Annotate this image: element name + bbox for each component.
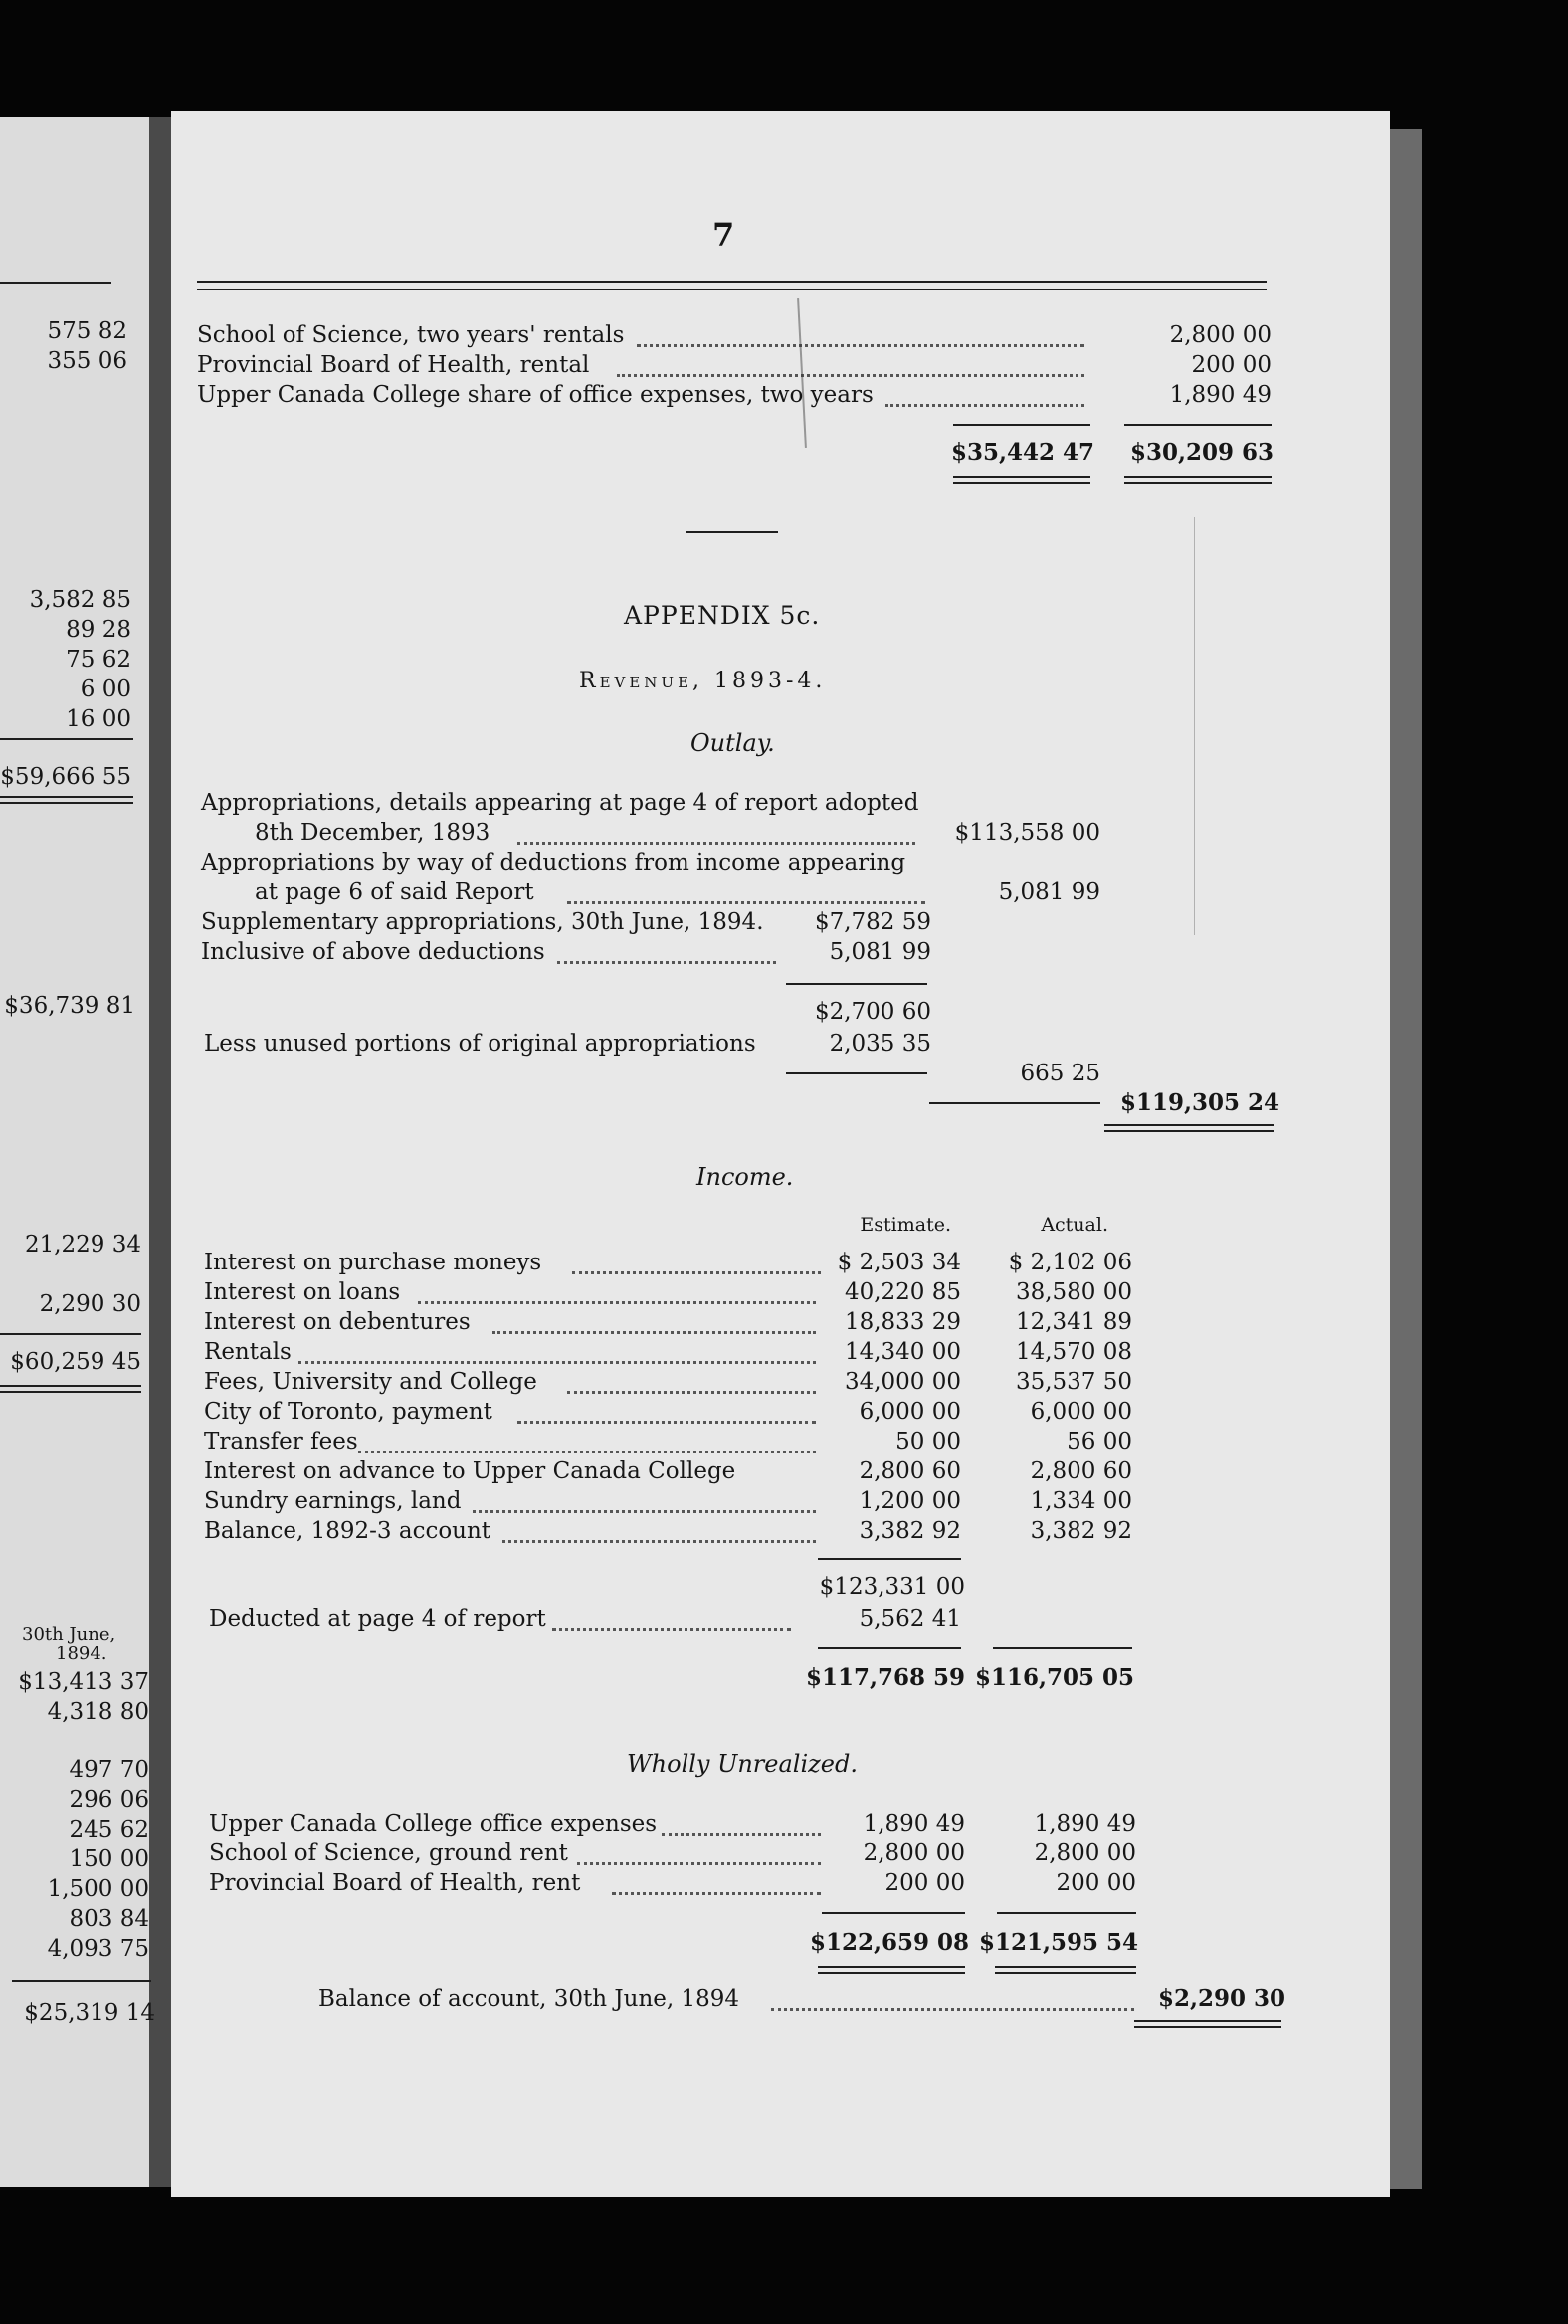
- margin-number: 75 62: [66, 647, 131, 673]
- margin-rule: [0, 738, 133, 740]
- page-edge: [1390, 129, 1422, 2189]
- margin-number: $36,739 81: [4, 993, 135, 1019]
- double-rule: [818, 1966, 965, 1968]
- revenue-title: Revenue, 1893-4.: [579, 669, 827, 693]
- double-rule: [1124, 476, 1272, 478]
- double-rule: [818, 1972, 965, 1974]
- leader-dots: [473, 1510, 816, 1513]
- income-label: Interest on debentures: [204, 1309, 471, 1335]
- outlay-line: Supplementary appropriations, 30th June, 1894.: [201, 909, 764, 935]
- leader-dots: [771, 2008, 1134, 2011]
- leader-dots: [517, 1421, 816, 1424]
- outlay-net: 665 25: [1020, 1061, 1100, 1086]
- margin-date-label: 30th June,: [22, 1624, 116, 1645]
- income-actual: 14,570 08: [1015, 1339, 1132, 1365]
- income-estimate: $ 2,503 34: [837, 1250, 961, 1275]
- unrealized-estimate: 2,800 00: [863, 1840, 965, 1866]
- leader-dots: [567, 1391, 816, 1394]
- income-estimate: 2,800 60: [859, 1458, 961, 1484]
- income-subtotal: $123,331 00: [819, 1574, 965, 1600]
- margin-rule: [0, 1333, 141, 1335]
- unrealized-heading: Wholly Unrealized.: [627, 1750, 858, 1778]
- unrealized-estimate: 200 00: [884, 1870, 965, 1896]
- sum-rule: [997, 1912, 1136, 1914]
- income-total-estimate: $117,768 59: [805, 1664, 965, 1691]
- margin-rule: [0, 796, 133, 798]
- sum-rule: [1124, 424, 1272, 426]
- income-estimate: 3,382 92: [859, 1518, 961, 1544]
- income-estimate: 40,220 85: [844, 1279, 961, 1305]
- leader-dots: [552, 1628, 791, 1631]
- leader-dots: [492, 1331, 816, 1334]
- header-rule: [197, 289, 1267, 290]
- unrealized-actual: 200 00: [1056, 1870, 1136, 1896]
- income-actual: 56 00: [1067, 1429, 1132, 1454]
- outlay-line: Less unused portions of original appropriations: [204, 1031, 756, 1057]
- income-estimate: 14,340 00: [844, 1339, 961, 1365]
- outlay-line: 8th December, 1893: [255, 820, 490, 846]
- income-actual: 3,382 92: [1030, 1518, 1132, 1544]
- double-rule: [1134, 2026, 1281, 2028]
- leader-dots: [885, 404, 1084, 407]
- unrealized-label: Provincial Board of Health, rent: [209, 1870, 581, 1896]
- row-label: Provincial Board of Health, rental: [197, 352, 590, 378]
- leader-dots: [557, 961, 776, 964]
- income-label: Interest on loans: [204, 1279, 401, 1305]
- leader-dots: [298, 1361, 816, 1364]
- income-actual: 1,334 00: [1030, 1488, 1132, 1514]
- outlay-total: $119,305 24: [1119, 1089, 1279, 1116]
- income-actual: 2,800 60: [1030, 1458, 1132, 1484]
- double-rule: [995, 1966, 1136, 1968]
- double-rule: [1134, 2020, 1281, 2022]
- income-estimate: 34,000 00: [844, 1369, 961, 1395]
- header-rule: [197, 281, 1267, 283]
- margin-number: 575 82: [47, 318, 127, 344]
- page-number: 7: [712, 216, 735, 254]
- income-actual: 35,537 50: [1015, 1369, 1132, 1395]
- margin-number: 803 84: [69, 1906, 149, 1932]
- unrealized-label: School of Science, ground rent: [209, 1840, 568, 1866]
- outlay-amount: 5,081 99: [998, 879, 1100, 905]
- outlay-amount: 2,035 35: [829, 1031, 931, 1057]
- outlay-subtotal: $2,700 60: [814, 999, 931, 1025]
- income-label: Rentals: [204, 1339, 292, 1365]
- leader-dots: [572, 1271, 821, 1274]
- income-estimate: 1,200 00: [859, 1488, 961, 1514]
- appendix-title: APPENDIX 5c.: [624, 601, 821, 630]
- unrealized-total-actual: $121,595 54: [978, 1929, 1138, 1956]
- sum-rule: [786, 1072, 927, 1074]
- income-heading: Income.: [696, 1163, 794, 1191]
- margin-number: $13,413 37: [18, 1669, 149, 1695]
- balance-label: Balance of account, 30th June, 1894: [318, 1986, 740, 2012]
- sum-rule: [993, 1647, 1132, 1649]
- margin-number: $25,319 14: [24, 2000, 155, 2026]
- income-actual: 12,341 89: [1015, 1309, 1132, 1335]
- margin-rule: [12, 1980, 151, 1982]
- income-label: Deducted at page 4 of report: [209, 1606, 546, 1632]
- margin-number: 6 00: [80, 677, 131, 702]
- balance-amount: $2,290 30: [1157, 1985, 1285, 2012]
- sum-rule: [818, 1558, 961, 1560]
- income-actual: $ 2,102 06: [1008, 1250, 1132, 1275]
- outlay-line: at page 6 of said Report: [255, 879, 534, 905]
- margin-rule: [0, 802, 133, 804]
- sum-rule: [822, 1912, 965, 1914]
- row-amount: 200 00: [1191, 352, 1272, 378]
- double-rule: [1104, 1130, 1274, 1132]
- sum-rule: [929, 1102, 1100, 1104]
- double-rule: [1124, 482, 1272, 484]
- income-label: Interest on advance to Upper Canada College: [204, 1458, 736, 1484]
- double-rule: [995, 1972, 1136, 1974]
- margin-number: 3,582 85: [29, 587, 131, 613]
- income-estimate: 5,562 41: [859, 1606, 961, 1632]
- margin-number: 2,290 30: [39, 1291, 141, 1317]
- income-estimate: 50 00: [895, 1429, 961, 1454]
- unrealized-actual: 1,890 49: [1034, 1811, 1136, 1837]
- double-rule: [953, 476, 1090, 478]
- income-actual: 38,580 00: [1015, 1279, 1132, 1305]
- unrealized-actual: 2,800 00: [1034, 1840, 1136, 1866]
- total-amount: $35,442 47: [950, 439, 1094, 466]
- margin-date-label: 1894.: [56, 1644, 107, 1664]
- margin-number: $59,666 55: [0, 764, 131, 790]
- income-label: City of Toronto, payment: [204, 1399, 492, 1425]
- margin-number: 1,500 00: [47, 1876, 149, 1902]
- margin-rule: [0, 1385, 141, 1387]
- double-rule: [953, 482, 1090, 484]
- margin-number: 21,229 34: [24, 1232, 141, 1258]
- leader-dots: [517, 842, 915, 845]
- margin-number: 89 28: [66, 617, 131, 643]
- sum-rule: [818, 1647, 961, 1649]
- column-header-actual: Actual.: [1041, 1214, 1108, 1236]
- leader-dots: [418, 1301, 816, 1304]
- sum-rule: [786, 983, 927, 985]
- leader-dots: [617, 374, 1084, 377]
- income-actual: 6,000 00: [1030, 1399, 1132, 1425]
- leader-dots: [612, 1892, 821, 1895]
- margin-number: 497 70: [69, 1757, 149, 1783]
- leader-dots: [637, 344, 1084, 347]
- income-label: Interest on purchase moneys: [204, 1250, 542, 1275]
- sum-rule: [953, 424, 1090, 426]
- row-label: School of Science, two years' rentals: [197, 322, 625, 348]
- unrealized-label: Upper Canada College office expenses: [209, 1811, 658, 1837]
- leader-dots: [577, 1862, 821, 1865]
- leader-dots: [502, 1540, 816, 1543]
- margin-number: $60,259 45: [10, 1349, 141, 1375]
- income-label: Transfer fees: [204, 1429, 358, 1454]
- outlay-heading: Outlay.: [690, 729, 775, 757]
- outlay-amount: $113,558 00: [954, 820, 1100, 846]
- outlay-line: Appropriations by way of deductions from income appearing: [201, 850, 906, 875]
- margin-number: 245 62: [69, 1817, 149, 1842]
- outlay-amount: 5,081 99: [829, 939, 931, 965]
- row-label: Upper Canada College share of office expenses, two years: [197, 382, 874, 408]
- margin-rule: [0, 1391, 141, 1393]
- leader-dots: [358, 1451, 816, 1453]
- double-rule: [1104, 1124, 1274, 1126]
- section-divider: [686, 531, 778, 533]
- margin-number: 355 06: [47, 348, 127, 374]
- margin-number: 16 00: [66, 706, 131, 732]
- book-spine: [149, 117, 171, 2187]
- margin-number: 4,093 75: [47, 1936, 149, 1962]
- row-amount: 1,890 49: [1169, 382, 1272, 408]
- unrealized-estimate: 1,890 49: [863, 1811, 965, 1837]
- income-label: Fees, University and College: [204, 1369, 537, 1395]
- unrealized-total-estimate: $122,659 08: [809, 1929, 969, 1956]
- income-estimate: 18,833 29: [844, 1309, 961, 1335]
- column-header-estimate: Estimate.: [860, 1214, 951, 1236]
- margin-rule: [0, 282, 111, 284]
- row-amount: 2,800 00: [1169, 322, 1272, 348]
- margin-number: 4,318 80: [47, 1699, 149, 1725]
- margin-number: 296 06: [69, 1787, 149, 1813]
- income-total-actual: $116,705 05: [974, 1664, 1134, 1691]
- scan-mark: [1194, 517, 1195, 935]
- total-amount: $30,209 63: [1129, 439, 1274, 466]
- income-label: Balance, 1892-3 account: [204, 1518, 491, 1544]
- income-label: Sundry earnings, land: [204, 1488, 462, 1514]
- income-estimate: 6,000 00: [859, 1399, 961, 1425]
- outlay-line: Inclusive of above deductions: [201, 939, 545, 965]
- leader-dots: [567, 901, 925, 904]
- margin-number: 150 00: [69, 1846, 149, 1872]
- outlay-line: Appropriations, details appearing at page 4 of report adopted: [201, 790, 919, 816]
- outlay-amount: $7,782 59: [814, 909, 931, 935]
